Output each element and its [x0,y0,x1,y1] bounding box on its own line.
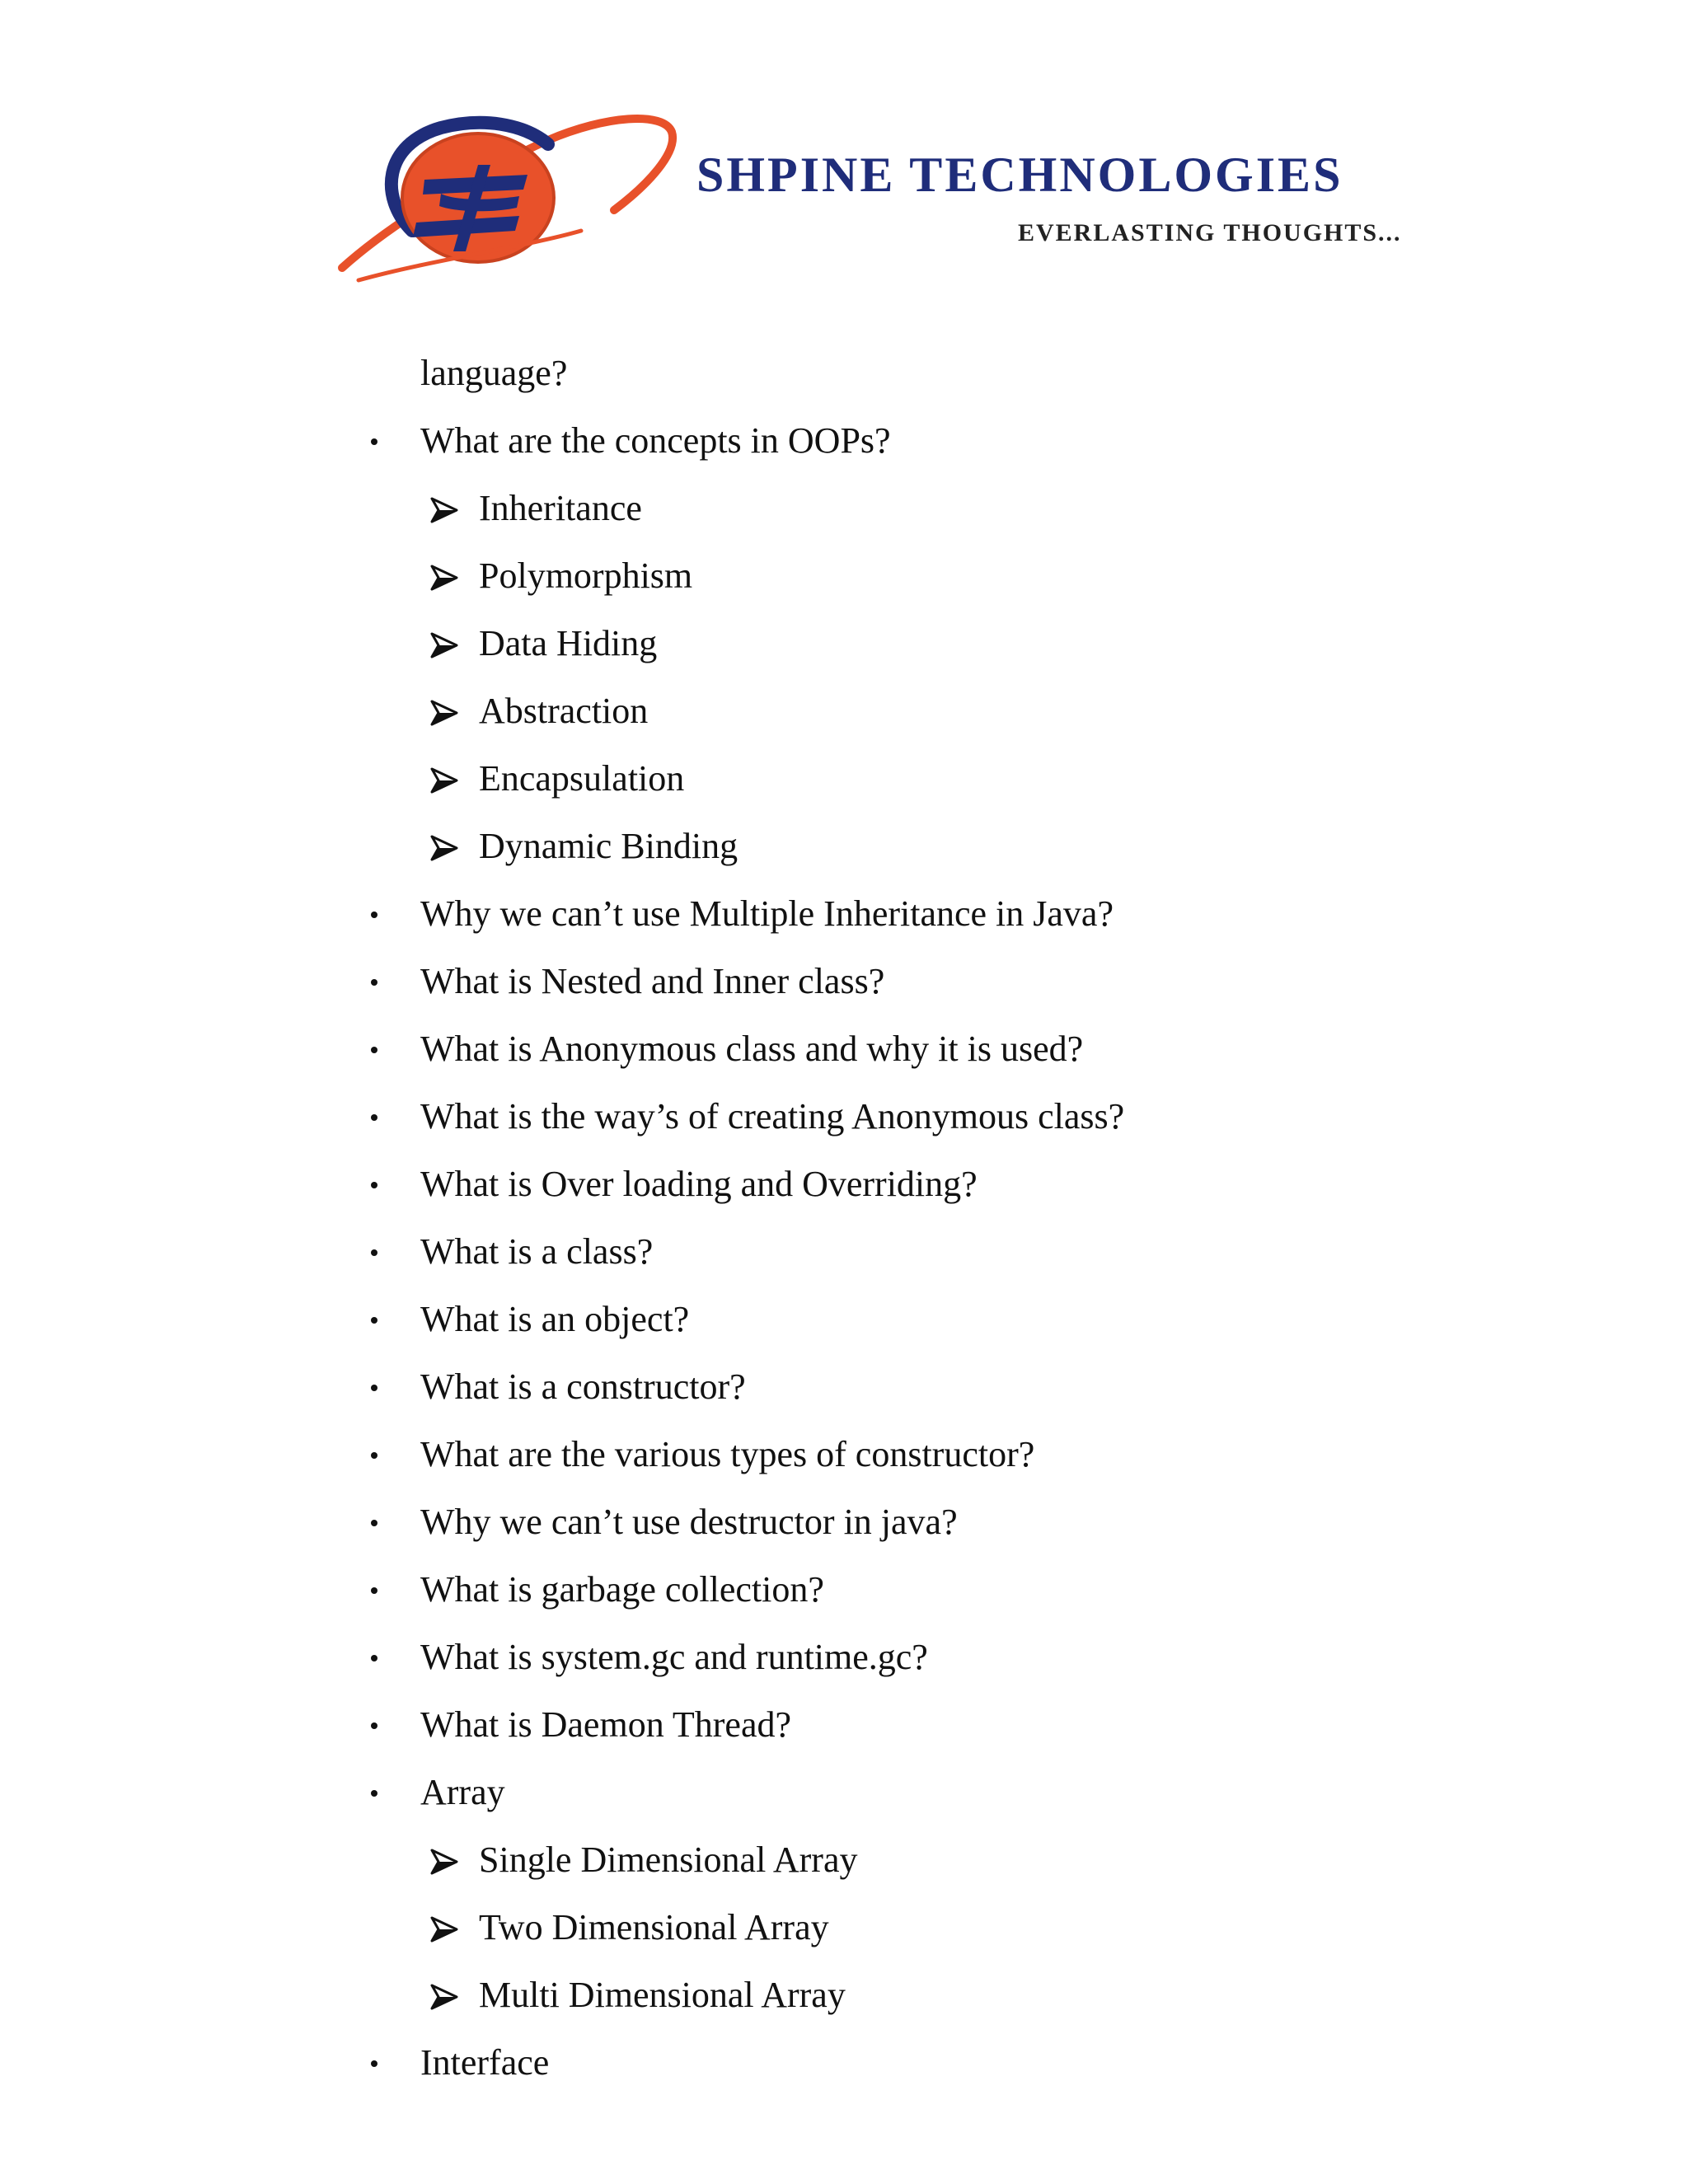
sub-list-item [0,1961,1688,2029]
company-tagline: EVERLASTING THOUGHTS... [1018,219,1402,246]
list-item-text: Polymorphism [479,555,693,596]
list-item [0,1286,1688,1353]
arrowhead-bullet-icon [430,1848,458,1876]
list-item-text: Encapsulation [479,758,685,799]
list-item [0,1488,1688,1556]
shpine-globe-logo-icon [334,107,680,288]
list-item [0,1353,1688,1421]
list-item-text: Multi Dimensional Array [479,1975,846,2015]
list-item-text: Abstraction [479,691,649,731]
list-item-text: What is Over loading and Overriding? [420,1164,978,1204]
list-item-text: What are the various types of constructor? [420,1434,1035,1474]
list-item [0,407,1688,475]
bullet-dot-icon [371,979,377,986]
arrowhead-bullet-icon [430,699,458,727]
bullet-dot-icon [371,1722,377,1729]
list-item-text: Why we can’t use Multiple Inheritance in Java? [420,893,1114,934]
company-name: SHPINE TECHNOLOGIES [696,148,1343,202]
list-item-text: What is a class? [420,1231,654,1272]
bullet-dot-icon [371,1452,377,1459]
sub-list-item [0,1826,1688,1894]
list-item-text: Dynamic Binding [479,826,738,866]
bullet-dot-icon [371,1249,377,1256]
sub-list-item [0,745,1688,813]
arrowhead-bullet-icon [430,496,458,524]
continuation-line [0,340,1688,407]
list-item [0,1218,1688,1286]
bullet-dot-icon [371,1182,377,1188]
list-item-text: What is system.gc and runtime.gc? [420,1637,928,1677]
list-item-text: What is garbage collection? [420,1569,824,1610]
sub-list-item [0,542,1688,610]
list-item [0,1759,1688,1826]
sub-list-item [0,1894,1688,1961]
bullet-dot-icon [371,912,377,918]
arrowhead-bullet-icon [430,766,458,794]
list-item-text: What is the way’s of creating Anonymous class? [420,1096,1125,1137]
bullet-dot-icon [371,1790,377,1797]
list-item-text: What is Anonymous class and why it is used? [420,1029,1084,1069]
list-item [0,1624,1688,1691]
list-item [0,1556,1688,1624]
arrowhead-bullet-icon [430,631,458,659]
list-item-text: Data Hiding [479,623,658,663]
bullet-dot-icon [371,1317,377,1324]
bullet-dot-icon [371,1587,377,1594]
bullet-dot-icon [371,1385,377,1391]
sub-list-item [0,475,1688,542]
list-item-text: Single Dimensional Array [479,1840,858,1880]
list-item-text: What is an object? [420,1299,690,1339]
list-item [0,2029,1688,2097]
list-item-text: Interface [420,2042,550,2083]
list-item-text: What is a constructor? [420,1366,746,1407]
list-item [0,880,1688,948]
arrowhead-bullet-icon [430,834,458,862]
bullet-dot-icon [371,2060,377,2067]
list-item [0,948,1688,1015]
list-item [0,1151,1688,1218]
sub-list-item [0,813,1688,880]
arrowhead-bullet-icon [430,1983,458,2011]
sub-list-item [0,610,1688,677]
sub-list-item [0,677,1688,745]
list-item [0,1691,1688,1759]
list-item-text: Two Dimensional Array [479,1907,829,1947]
list-item [0,1421,1688,1488]
list-item [0,1083,1688,1151]
arrowhead-bullet-icon [430,1915,458,1943]
list-item-text: What is Nested and Inner class? [420,961,885,1001]
list-item-text: Inheritance [479,488,642,528]
question-list [0,340,1688,2097]
list-item-text: Array [420,1772,505,1812]
list-item-text: language? [420,353,568,393]
arrowhead-bullet-icon [430,564,458,592]
bullet-dot-icon [371,1520,377,1526]
list-item-text: What are the concepts in OOPs? [420,420,891,461]
letterhead [334,107,1504,288]
list-item-text: Why we can’t use destructor in java? [420,1502,958,1542]
list-item [0,1015,1688,1083]
bullet-dot-icon [371,438,377,445]
bullet-dot-icon [371,1047,377,1053]
bullet-dot-icon [371,1655,377,1661]
bullet-dot-icon [371,1114,377,1121]
list-item-text: What is Daemon Thread? [420,1704,792,1745]
